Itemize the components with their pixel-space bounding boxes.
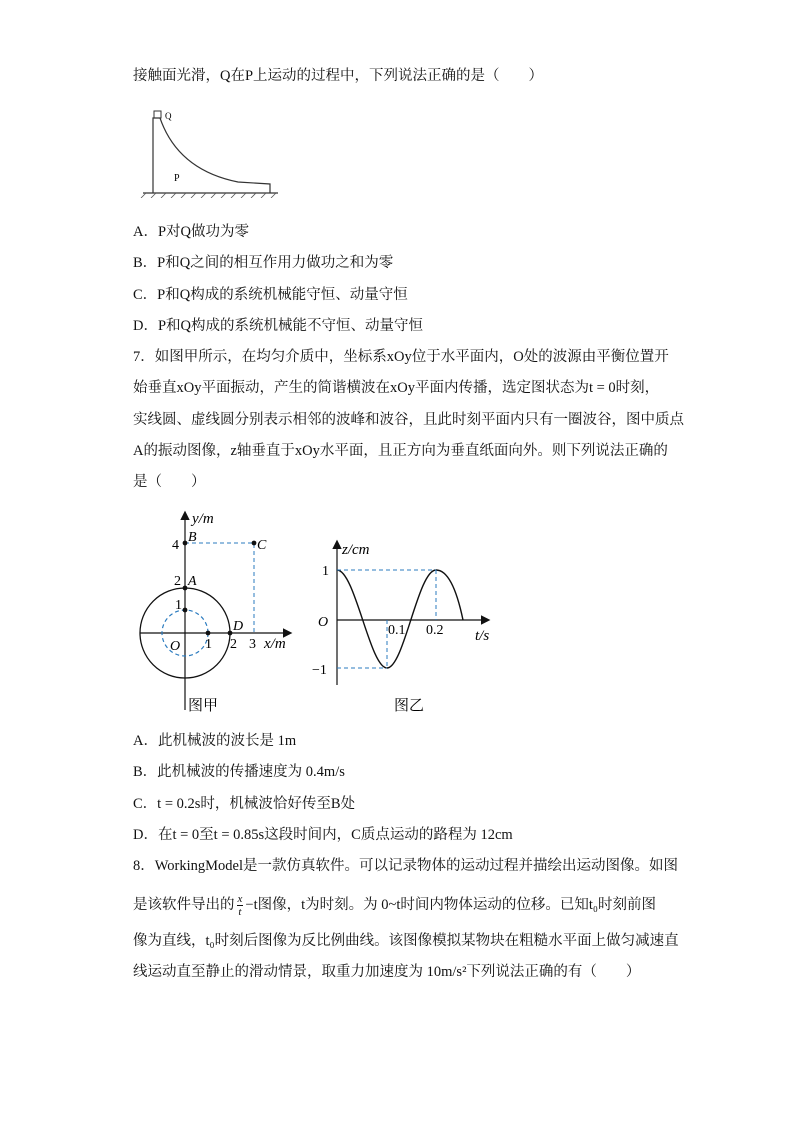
label-d: D [233, 619, 244, 634]
fraction-x-over-t [237, 893, 244, 918]
point-b [183, 541, 188, 546]
q7-stem-line-4: A的振动图像，z轴垂直于xOy水平面，且正方向为垂直纸面向外。则下列说法正确的 [133, 443, 668, 459]
q6-option-b: B．P和Q之间的相互作用力做功之和为零 [133, 255, 394, 271]
q7-stem-line-5: 是（ ） [133, 474, 206, 490]
q7-option-c: C．t = 0.2s时，机械波恰好传至B处 [133, 796, 356, 812]
y-tick-1: 1 [175, 598, 182, 613]
q6-option-a: A．P对Q做功为零 [133, 224, 250, 240]
y-tick-2: 2 [174, 574, 181, 589]
label-b: B [188, 530, 197, 545]
q7-option-a: A．此机械波的波长是 1m [133, 733, 297, 749]
origin-label: O [170, 639, 181, 654]
fig-yi [310, 530, 500, 720]
origin-label-yi: O [318, 615, 329, 630]
label-a: A [188, 574, 197, 589]
t-tick-01: 0.1 [388, 623, 406, 638]
fig-jia [130, 505, 310, 720]
label-q: Q [165, 111, 172, 121]
q7-option-d: D．在t = 0至t = 0.85s这段时间内，C质点运动的路程为 12cm [133, 827, 513, 843]
block-q [154, 111, 161, 118]
t-axis-label: t/s [475, 628, 490, 644]
q8-line-1: 8．WorkingModel是一款仿真软件。可以记录物体的运动过程并描绘出运动图像。如图 [133, 858, 678, 874]
y-axis-label: y/m [192, 511, 214, 527]
label-p: P [174, 173, 180, 184]
y-tick-4: 4 [172, 538, 179, 553]
x-tick-2: 2 [230, 637, 237, 652]
point-d [228, 631, 233, 636]
q6-option-d: D．P和Q构成的系统机械能不守恒、动量守恒 [133, 318, 424, 334]
ground-hatch [141, 193, 276, 198]
point-a [183, 586, 188, 591]
x-axis-label: x/m [264, 636, 286, 652]
point-x1 [206, 631, 211, 636]
q7-stem-line-1: 7．如图甲所示，在均匀介质中，坐标系xOy位于水平面内，O处的波源由平衡位置开 [133, 349, 669, 365]
q8-line-2-pre: 是该软件导出的 [133, 896, 235, 913]
x-tick-1: 1 [205, 637, 212, 652]
q8-line-4: 线运动直至静止的滑动情景，取重力加速度为 10m/s²下列说法正确的有（ ） [133, 964, 641, 980]
q6-option-c: C．P和Q构成的系统机械能守恒、动量守恒 [133, 287, 408, 303]
point-1 [183, 608, 188, 613]
q8-line-2 [133, 893, 656, 918]
label-c: C [257, 538, 267, 553]
q7-option-b: B．此机械波的传播速度为 0.4m/s [133, 764, 345, 780]
z-axis-label: z/cm [342, 542, 370, 558]
q6-figure [138, 108, 288, 198]
z-tick-minus1: −1 [312, 663, 327, 678]
x-tick-3: 3 [249, 637, 256, 652]
slope-block-p [153, 118, 270, 193]
z-tick-1: 1 [322, 564, 329, 579]
caption-yi: 图乙 [394, 698, 425, 714]
caption-jia: 图甲 [188, 698, 219, 714]
frac-numerator: x [237, 893, 243, 905]
frac-denominator: t [238, 906, 242, 918]
q6-stem: 接触面光滑，Q在P上运动的过程中，下列说法正确的是（ ） [133, 68, 544, 84]
q7-stem-line-3: 实线圆、虚线圆分别表示相邻的波峰和波谷，且此时刻平面内只有一圈波谷，图中质点 [133, 412, 684, 428]
vibration-curve [337, 570, 463, 668]
q8-line-3: 像为直线，t₀时刻后图像为反比例曲线。该图像模拟某物块在粗糙水平面上做匀减速直 [133, 933, 679, 949]
t-tick-02: 0.2 [426, 623, 444, 638]
q8-line-2-post: −t图像，t为时刻。为 0~t时间内物体运动的位移。已知t₀时刻前图 [245, 896, 656, 913]
point-c [252, 541, 257, 546]
q7-stem-line-2: 始垂直xOy平面振动，产生的简谐横波在xOy平面内传播，选定图状态为t = 0时刻， [133, 380, 660, 396]
